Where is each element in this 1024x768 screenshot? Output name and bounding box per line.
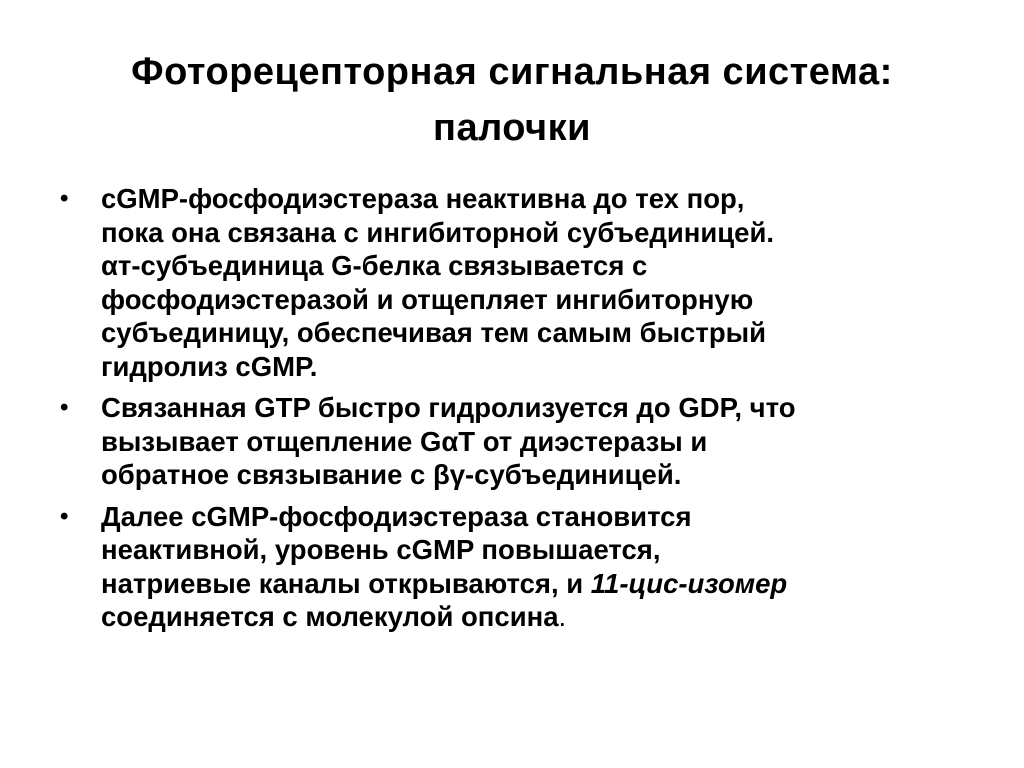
bullet-1-line-5: субъединицу, обеспечивая тем самым быстрый: [101, 317, 767, 348]
isomer-term: 11-цис-изомер: [590, 567, 788, 599]
bullet-2-line-1: Связанная GTP быстро гидролизуется до GDP, что: [101, 392, 796, 423]
bullet-1-line-2: пока она связана с ингибиторной субъединицей.: [101, 216, 775, 248]
bullet-2-line-2: вызывает отщепление GαT от диэстеразы и: [101, 425, 708, 457]
bullet-text-2: [101, 391, 970, 492]
bullet-marker: •: [60, 502, 69, 530]
bullet-1-line-4: фосфодиэстеразой и отщепляет ингибиторную: [101, 283, 754, 315]
bullet-text-1: [101, 182, 970, 383]
bullet-3-line-1: Далее cGMP-фосфодиэстераза становится: [101, 500, 692, 532]
bullet-text-3: [101, 500, 970, 634]
bullet-3-line-2: неактивной, уровень cGMP повышается,: [101, 534, 661, 565]
slide-title-line-1: Фоторецепторная сигнальная система:: [131, 51, 893, 93]
slide-title-line-2: палочки: [433, 107, 591, 149]
bullet-1-line-1: cGMP-фосфодиэстераза неактивна до тех пор,: [101, 183, 745, 214]
bullet-marker: •: [60, 185, 69, 212]
bullet-1-line-6: гидролиз cGMP.: [101, 350, 318, 382]
bullet-item-2: [60, 391, 970, 492]
bullet-3-line-4: [101, 600, 970, 634]
bullet-list: [60, 182, 970, 642]
bullet-3-line-4-text: соединяется с молекулой опсина: [101, 601, 559, 632]
bullet-item-3: [60, 500, 970, 634]
bullet-1-line-3: αт-субъединица G-белка связывается с: [101, 250, 648, 281]
bullet-3-period: .: [558, 601, 567, 632]
bullet-2-line-3: обратное связывание с βγ-субъединицей.: [101, 459, 682, 490]
bullet-3-line-3: [101, 567, 970, 601]
bullet-3-line-3-text: натриевые каналы открываются, и: [101, 567, 591, 599]
bullet-item-1: [60, 182, 970, 383]
bullet-marker: •: [60, 394, 69, 421]
slide-title: [40, 44, 984, 156]
